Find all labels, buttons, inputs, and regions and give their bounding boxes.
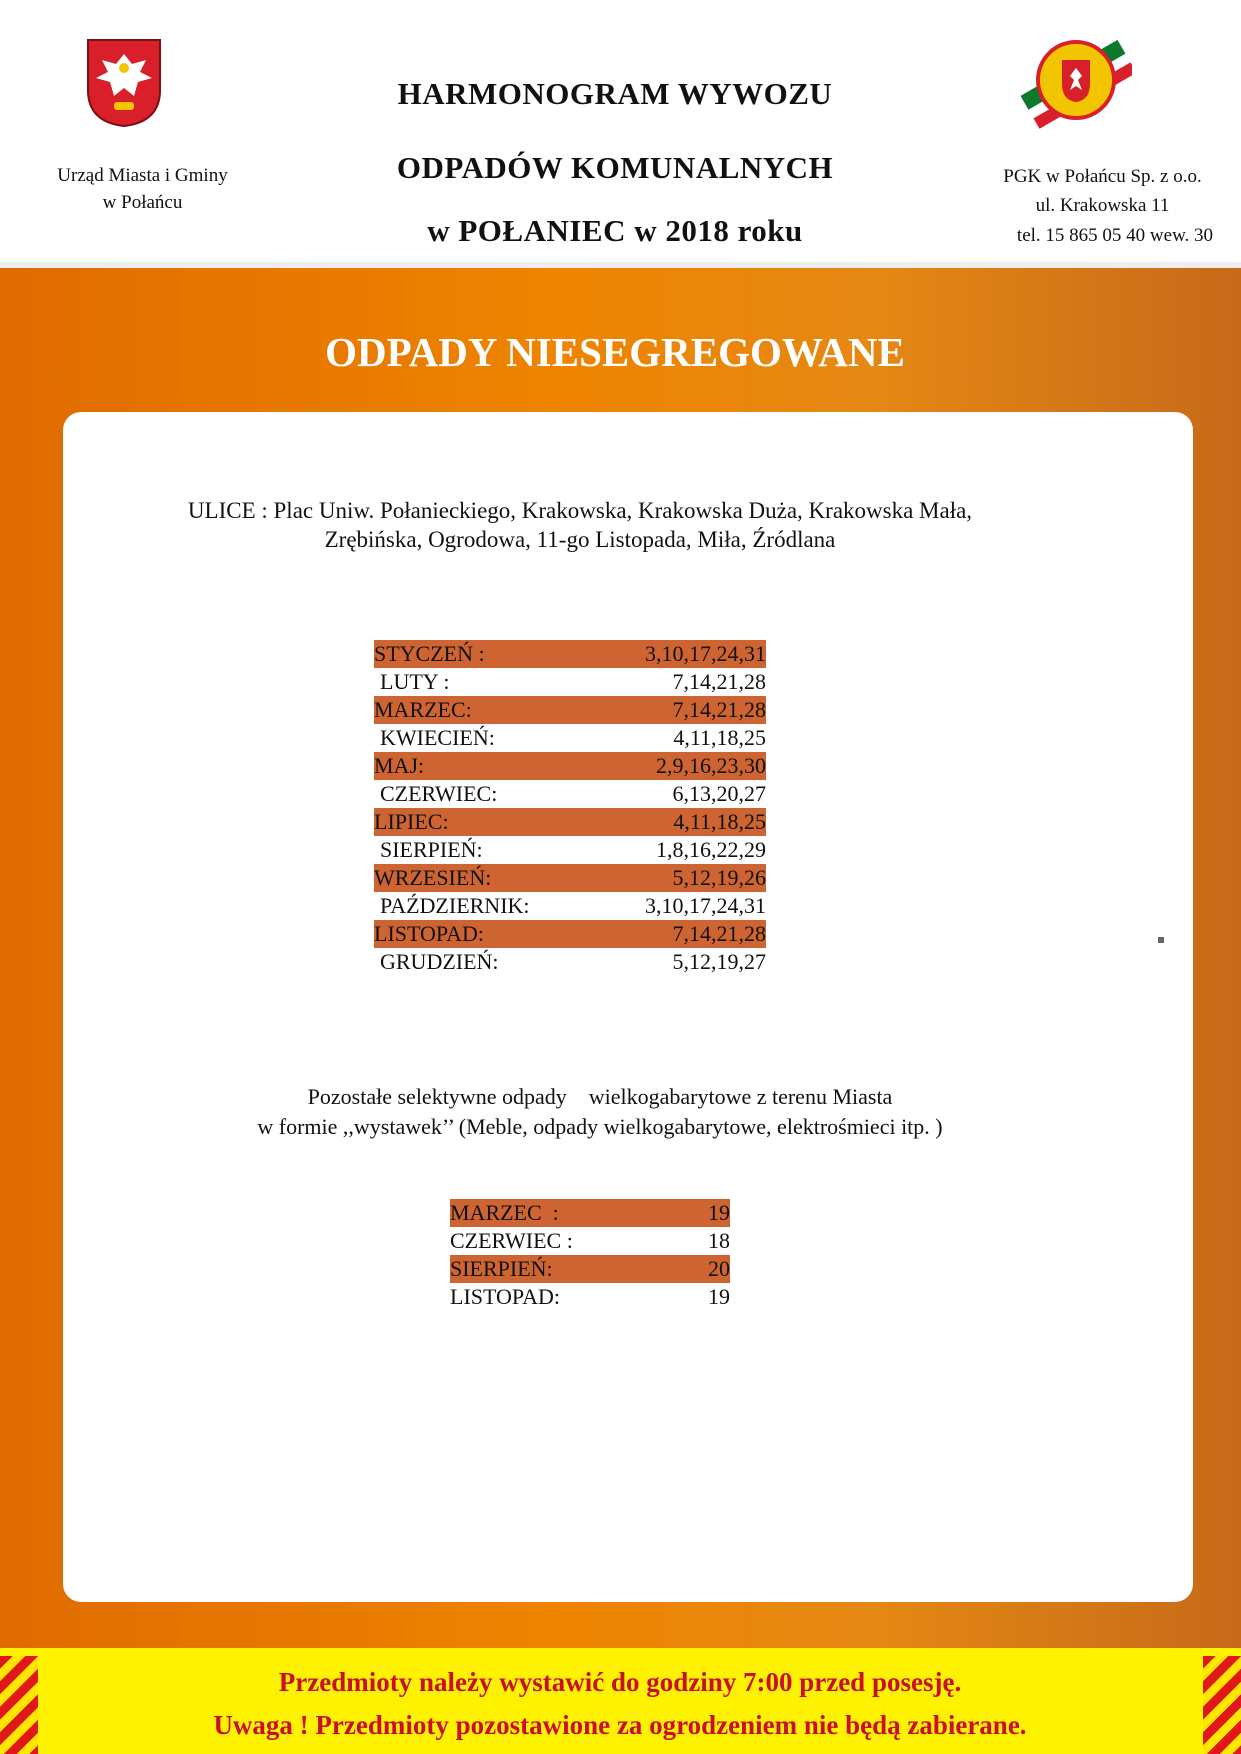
right-hazard-stripes: [1203, 1656, 1241, 1754]
schedule-days: 4,11,18,25: [673, 725, 766, 750]
schedule-row: [374, 752, 766, 780]
bulky-month: SIERPIEŃ:: [450, 1256, 553, 1281]
streets-line2: Zrębińska, Ogrodowa, 11-go Listopada, Miła, Źródlana: [324, 527, 836, 552]
header-title-line2: ODPADÓW KOMUNALNYCH: [396, 150, 834, 185]
bulky-day: 19: [708, 1200, 730, 1225]
section-title: ODPADY NIESEGREGOWANE: [325, 329, 905, 375]
right-org-phone: tel. 15 865 05 40 wew. 30: [1016, 225, 1214, 246]
left-org-line2: w Połańcu: [102, 192, 183, 213]
company-logo: [1020, 30, 1132, 130]
streets-line1: ULICE : Plac Uniw. Połanieckiego, Krakowska, Krakowska Duża, Krakowska Mała,: [187, 498, 973, 523]
schedule-days: 5,12,19,27: [672, 949, 766, 974]
schedule-month: KWIECIEŃ:: [380, 725, 495, 750]
schedule-month: GRUDZIEŃ:: [380, 949, 499, 974]
schedule-month: PAŹDZIERNIK:: [380, 893, 530, 918]
header-title-line1: HARMONOGRAM WYWOZU: [397, 76, 833, 111]
schedule-month: WRZESIEŃ:: [374, 865, 492, 890]
header-title-line3: w POŁANIEC w 2018 roku: [427, 213, 803, 248]
streets-list: [130, 496, 1030, 554]
schedule-days: 7,14,21,28: [672, 669, 766, 694]
schedule-row: [374, 864, 766, 892]
schedule-days: 6,13,20,27: [672, 781, 766, 806]
schedule-days: 7,14,21,28: [672, 921, 766, 946]
bulky-table: [450, 1199, 730, 1311]
bulky-row: [450, 1283, 730, 1311]
left-hazard-stripes: [0, 1656, 38, 1754]
schedule-row: [374, 668, 766, 696]
bulky-month: CZERWIEC :: [450, 1228, 573, 1253]
footer-line1: Przedmioty należy wystawić do godziny 7:00 przed posesję.: [278, 1667, 962, 1697]
bulky-row: [450, 1227, 730, 1255]
schedule-row: [374, 640, 766, 668]
schedule-days: 2,9,16,23,30: [656, 753, 766, 778]
schedule-row: [374, 948, 766, 976]
right-org-info: [980, 162, 1225, 220]
bulky-waste-note: [150, 1082, 1050, 1142]
schedule-month: LIPIEC:: [374, 809, 449, 834]
schedule-days: 1,8,16,22,29: [656, 837, 766, 862]
right-org-line2: ul. Krakowska 11: [1035, 195, 1170, 216]
schedule-row: [374, 696, 766, 724]
bulky-note-line2: w formie ,,wystawek’’ (Meble, odpady wielkogabarytowe, elektrośmieci itp. ): [257, 1114, 943, 1139]
schedule-row: [374, 724, 766, 752]
city-coat-of-arms: [86, 38, 162, 128]
bulky-note-line1: Pozostałe selektywne odpady wielkogabarytowe z terenu Miasta: [307, 1084, 893, 1109]
content-card: [63, 412, 1193, 1602]
schedule-row: [374, 892, 766, 920]
bulky-day: 19: [708, 1284, 730, 1309]
schedule-month: CZERWIEC:: [380, 781, 498, 806]
schedule-month: MAJ:: [374, 753, 425, 778]
schedule-row: [374, 836, 766, 864]
schedule-table: [374, 640, 766, 976]
bulky-row: [450, 1255, 730, 1283]
schedule-month: STYCZEŃ :: [374, 641, 485, 666]
footer-line2: Uwaga ! Przedmioty pozostawione za ogrodzeniem nie będą zabierane.: [213, 1710, 1027, 1740]
left-org-line1: Urząd Miasta i Gminy: [57, 165, 228, 186]
bulky-month: LISTOPAD:: [450, 1284, 561, 1309]
schedule-days: 5,12,19,26: [672, 865, 766, 890]
right-org-line1: PGK w Połańcu Sp. z o.o.: [1003, 166, 1202, 187]
schedule-row: [374, 920, 766, 948]
bulky-day: 18: [708, 1228, 730, 1253]
bulky-row: [450, 1199, 730, 1227]
schedule-month: SIERPIEŃ:: [380, 837, 483, 862]
schedule-month: MARZEC:: [374, 697, 472, 722]
schedule-row: [374, 808, 766, 836]
bulky-day: 20: [708, 1256, 730, 1281]
schedule-days: 4,11,18,25: [673, 809, 766, 834]
schedule-row: [374, 780, 766, 808]
schedule-days: 3,10,17,24,31: [645, 641, 766, 666]
stray-dot: [1158, 937, 1164, 943]
bulky-month: MARZEC :: [450, 1200, 559, 1225]
schedule-days: 3,10,17,24,31: [645, 893, 766, 918]
schedule-month: LISTOPAD:: [374, 921, 485, 946]
schedule-month: LUTY :: [380, 669, 450, 694]
schedule-days: 7,14,21,28: [672, 697, 766, 722]
left-org-info: [30, 162, 255, 216]
